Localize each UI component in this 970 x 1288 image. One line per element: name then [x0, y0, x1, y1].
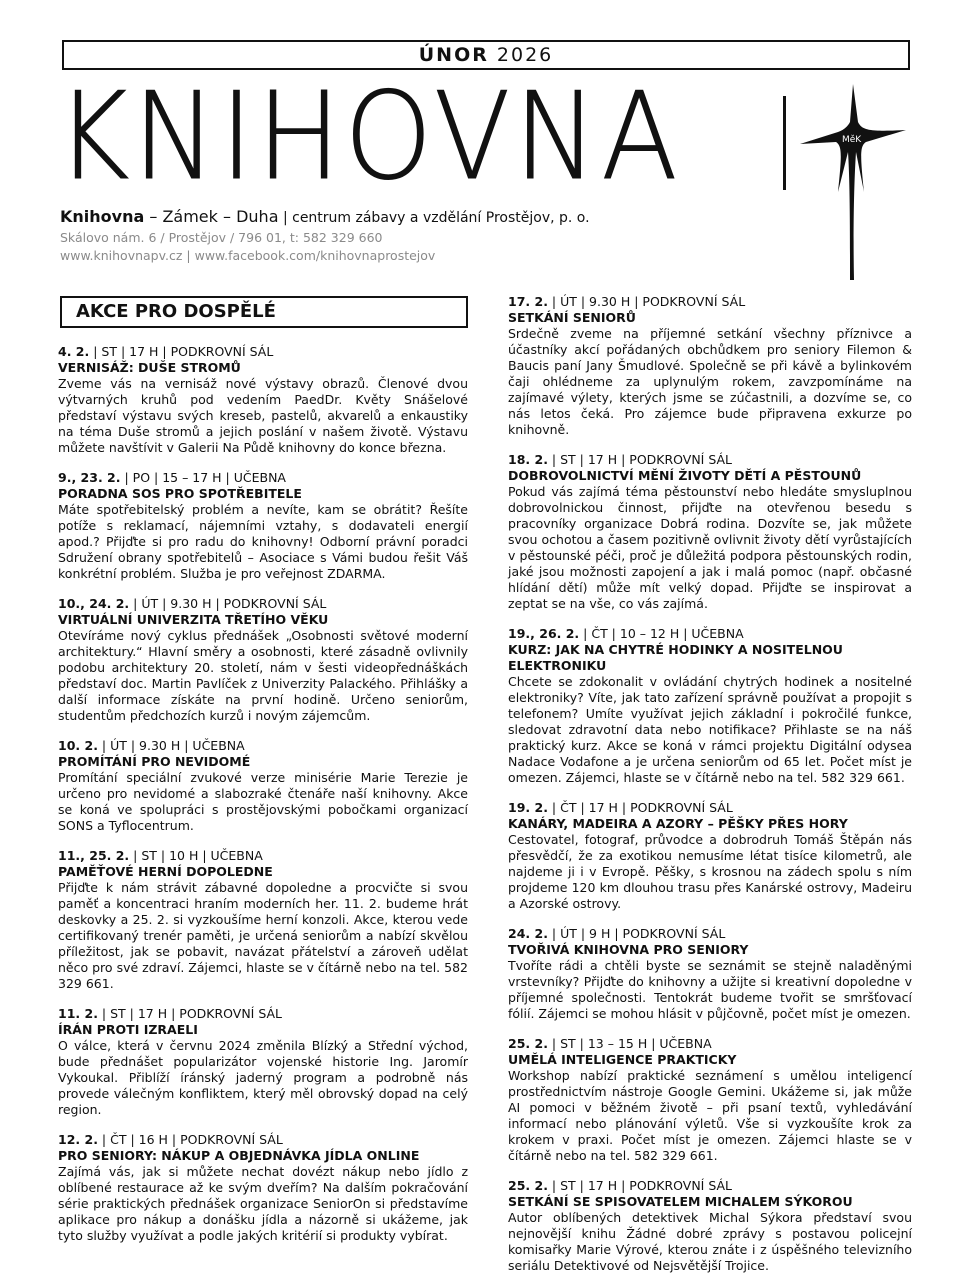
- event-meta: [58, 848, 468, 864]
- event-description: Otevíráme nový cyklus přednášek „Osobnosti světové moderní architektury.“ Hlavní směry a osobnosti, které zásadně ovlivnily podobu architektury 20. století, nám v šesti videopřednáškách představí doc. Martin Pavlíček z Univerzity Palackého. Přihlášky a další informace získáte na první hodině. Určeno seniorům, studentům předchozích kurzů i novým zájemcům.: [58, 628, 468, 723]
- event-description: Autor oblíbených detektivek Michal Sýkora představí svou nejnovější knihu Žádné dobré zprávy s postavou policejní komisařky Marie Výrové, kterou znáte i z úspěšného televizního seriálu Detektivové od Nejsvětější Trojice.: [508, 1210, 912, 1273]
- org-description: | centrum zábavy a vzdělání Prostějov, p. o.: [278, 210, 590, 226]
- event-meta: [58, 1006, 468, 1022]
- event-description: Zveme vás na vernisáž nové výstavy obrazů. Členové dvou výtvarných kruhů pod vedením PaedDr. Květy Snášelové představí výstavu svých kreseb, pastelů, akvarelů a enkaustiky na téma Duše stromů a jejich poslání v našem životě. Výstavu můžete navštívit v Galerii Na Půdě knihovny do konce března.: [58, 376, 468, 455]
- event-title: SETKÁNÍ SE SPISOVATELEM MICHALEM SÝKOROU: [508, 1194, 853, 1209]
- event-description: Tvoříte rádi a chtěli byste se seznámit se stejně naladěnými vrstevníky? Přijďte do knihovny a užijte si kreativní dopoledne v příjemné společnosti. Tentokrát budeme tvořit se smršťovací fólií. Zájemci se mohou hlásit v půjčovně, počet míst je omezen.: [508, 958, 912, 1021]
- event-title: KANÁRY, MADEIRA A AZORY – PĚŠKY PŘES HORY: [508, 816, 848, 831]
- event-item: [58, 596, 468, 724]
- event-date: 9., 23. 2.: [58, 470, 121, 485]
- event-meta: [508, 800, 912, 816]
- event-description: Cestovatel, fotograf, průvodce a dobrodruh Tomáš Štěpán nás přesvědčí, že za exotikou nemusíme létat tisíce kilometrů, ale najdeme ji i v Evropě. Pěšky, s krosnou na zádech spolu s ním projdeme 120 km dlouhou trasu přes Kanárské ostrovy, Madeiru a Azorské ostrovy.: [508, 832, 912, 911]
- event-description: Promítání speciální zvukové verze minisérie Marie Terezie je určeno pro nevidomé a slabozraké čtenáře naší knihovny. Akce se koná ve spolupráci s prostějovskými pobočkami organizací SONS a Tyflocentrum.: [58, 770, 468, 833]
- event-item: [58, 848, 468, 992]
- logo-badge: MěK: [842, 135, 862, 145]
- event-title: UMĚLÁ INTELIGENCE PRAKTICKY: [508, 1052, 737, 1067]
- event-title: KURZ: JAK NA CHYTRÉ HODINKY A NOSITELNOU ELEKTRONIKU: [508, 642, 843, 673]
- month-label: ÚNOR: [418, 44, 489, 66]
- event-date: 17. 2.: [508, 294, 548, 309]
- event-meta: [58, 344, 468, 360]
- month-banner: [62, 40, 910, 70]
- event-item: [508, 1178, 912, 1274]
- event-date: 19., 26. 2.: [508, 626, 580, 641]
- event-description: Chcete se zdokonalit v ovládání chytrých hodinek a nositelné elektroniky? Víte, jak tato zařízení správně používat a propojit s telefonem? Umíte využívat jejich základní i pokročilé funkce, sledovat zdravotní data nebo notifikace? Přihlaste se na náš praktický kurz. Akce se koná v rámci projektu Digitální odysea Nadace Vodafone a je určena seniorům od 65 let. Počet míst je omezen. Zájemci, hlaste se v čítárně nebo na tel. 582 329 661.: [508, 674, 912, 785]
- event-date: 18. 2.: [508, 452, 548, 467]
- event-info: | ST | 17 H | PODKROVNÍ SÁL: [547, 452, 733, 467]
- event-info: | ČT | 16 H | PODKROVNÍ SÁL: [97, 1132, 283, 1147]
- event-date: 10. 2.: [58, 738, 98, 753]
- event-item: [58, 738, 468, 834]
- event-date: 11. 2.: [58, 1006, 98, 1021]
- event-title: ÍRÁN PROTI IZRAELI: [58, 1022, 198, 1037]
- event-meta: [508, 1178, 912, 1194]
- event-description: Pokud vás zajímá téma pěstounství nebo hledáte smysluplnou dobrovolnickou činnost, přijďte na otevřenou besedu s pracovníky organizace Dobrá rodina. Dozvíte se, jak můžete svou ochotou a časem pozitivně ovlivnit životy dětí vyrůstajících v pěstounské péči, proč je důležitá podpora pěstounských rodin, jaké jsou možnosti zapojení a jak i malá pomoc (např. občasné hlídání dětí) může mít velký dopad. Přijďte se inspirovat a zeptat se na vše, co vás zajímá.: [508, 484, 912, 611]
- event-meta: [508, 452, 912, 468]
- organization-line: [60, 207, 590, 226]
- event-meta: [58, 470, 468, 486]
- event-meta: [58, 1132, 468, 1148]
- event-info: | ST | 17 H | PODKROVNÍ SÁL: [89, 344, 274, 359]
- event-info: | ST | 13 – 15 H | UČEBNA: [547, 1036, 712, 1051]
- event-item: [508, 626, 912, 786]
- event-date: 10., 24. 2.: [58, 596, 130, 611]
- event-info: | ST | 10 H | UČEBNA: [129, 848, 263, 863]
- event-title: SETKÁNÍ SENIORŮ: [508, 310, 636, 325]
- event-item: [58, 344, 468, 456]
- event-item: [58, 470, 468, 582]
- event-title: PORADNA SOS PRO SPOTŘEBITELE: [58, 486, 302, 501]
- event-meta: [508, 626, 912, 642]
- event-title: VIRTUÁLNÍ UNIVERZITA TŘETÍHO VĚKU: [58, 612, 329, 627]
- event-title: DOBROVOLNICTVÍ MĚNÍ ŽIVOTY DĚTÍ A PĚSTOUNŮ: [508, 468, 862, 483]
- event-date: 12. 2.: [58, 1132, 98, 1147]
- event-meta: [58, 738, 468, 754]
- logo-divider: [783, 96, 786, 190]
- event-description: Workshop nabízí praktické seznámení s umělou inteligencí prostřednictvím nástroje Google Gemini. Ukážeme si, jak může AI pomoci v běžném životě – při psaní textů, vyhledávání informací nebo plánování výletů. Vše si vyzkoušíte krok za krokem v praxi. Počet míst je omezen. Zájemci hlaste se v čítárně nebo na tel. 582 329 661.: [508, 1068, 912, 1163]
- web-links[interactable]: www.knihovnapv.cz | www.facebook.com/knihovnaprostejov: [60, 248, 436, 263]
- event-date: 25. 2.: [508, 1036, 548, 1051]
- event-description: Zajímá vás, jak si můžete nechat dovézt nákup nebo jídlo z oblíbené restaurace až ke svým dveřím? Na dalším pokračování série praktických přednášek organizace SeniorOn si představíme aplikace pro nákup a donášku jídla a názorně si ukážeme, jak tyto služby využívat a podle jakých kritérií si produkty vybírat.: [58, 1164, 468, 1243]
- event-info: | ÚT | 9.30 H | PODKROVNÍ SÁL: [547, 294, 746, 309]
- right-column: [508, 294, 912, 1288]
- event-description: Srdečně zveme na příjemné setkání všechny příznivce a účastníky akcí pořádaných obchůdkem pro seniory Filemon & Baucis paní Jany Šmudlové. Společně se při kávě a bylinkovém čaji ohlédneme za uplynulým rokem, zavzpomínáme na zajímavé výlety, kterých jsme se zúčastnili, a dozvíme se, co nás letos čeká. Pro zájemce bude připravena exkurze po knihovně.: [508, 326, 912, 437]
- event-item: [58, 1132, 468, 1244]
- event-title: PRO SENIORY: NÁKUP A OBJEDNÁVKA JÍDLA ONLINE: [58, 1148, 420, 1163]
- event-date: 24. 2.: [508, 926, 548, 941]
- org-name: Knihovna: [60, 207, 145, 226]
- event-info: | ST | 17 H | PODKROVNÍ SÁL: [547, 1178, 733, 1193]
- event-item: [508, 1036, 912, 1164]
- event-date: 19. 2.: [508, 800, 548, 815]
- library-logo: KNIHOVNA: [56, 68, 682, 207]
- event-title: PROMÍTÁNÍ PRO NEVIDOMÉ: [58, 754, 251, 769]
- event-info: | ČT | 10 – 12 H | UČEBNA: [579, 626, 744, 641]
- event-item: [508, 800, 912, 912]
- left-column: [58, 344, 468, 1258]
- event-item: [508, 294, 912, 438]
- event-date: 11., 25. 2.: [58, 848, 130, 863]
- star-logo-icon: [798, 82, 908, 282]
- event-info: | ST | 17 H | PODKROVNÍ SÁL: [97, 1006, 283, 1021]
- section-title: AKCE PRO DOSPĚLÉ: [60, 296, 468, 328]
- event-info: | ÚT | 9.30 H | UČEBNA: [97, 738, 245, 753]
- event-item: [508, 926, 912, 1022]
- event-title: VERNISÁŽ: DUŠE STROMŮ: [58, 360, 241, 375]
- event-meta: [508, 294, 912, 310]
- event-date: 25. 2.: [508, 1178, 548, 1193]
- event-meta: [508, 1036, 912, 1052]
- event-item: [508, 452, 912, 612]
- event-description: O válce, která v červnu 2024 změnila Blízký a Střední východ, bude přednášet popularizátor vojenské historie Ing. Jaromír Vykoukal. Přiblíží íránský jaderný program a podrobně nás provede válečným konfliktem, který měl obrovský dopad na celý region.: [58, 1038, 468, 1117]
- address-line: Skálovo nám. 6 / Prostějov / 796 01, t: 582 329 660: [60, 230, 383, 245]
- year-label: 2026: [496, 44, 554, 66]
- event-info: | PO | 15 – 17 H | UČEBNA: [120, 470, 286, 485]
- org-tail: – Zámek – Duha: [144, 207, 279, 226]
- event-date: 4. 2.: [58, 344, 90, 359]
- event-description: Přijďte k nám strávit zábavné dopoledne a procvičte si svou paměť a koncentraci hraním moderních her. 11. 2. budeme hrát deskovky a 25. 2. si vyzkoušíme herní konzoli. Akce, kterou vede certifikovaný trenér paměti, je určená seniorům a nabízí skvělou příležitost, jak se pobavit, navázat přátelství a zároveň udělat něco pro své zdraví. Zájemci, hlaste se v čítárně nebo na tel. 582 329 661.: [58, 880, 468, 991]
- event-item: [58, 1006, 468, 1118]
- event-title: TVOŘIVÁ KNIHOVNA PRO SENIORY: [508, 942, 749, 957]
- event-info: | ÚT | 9.30 H | PODKROVNÍ SÁL: [129, 596, 327, 611]
- event-info: | ÚT | 9 H | PODKROVNÍ SÁL: [547, 926, 726, 941]
- event-meta: [508, 926, 912, 942]
- event-title: PAMĚŤOVÉ HERNÍ DOPOLEDNE: [58, 864, 273, 879]
- event-meta: [58, 596, 468, 612]
- event-info: | ČT | 17 H | PODKROVNÍ SÁL: [547, 800, 733, 815]
- event-description: Máte spotřebitelský problém a nevíte, kam se obrátit? Řešíte potíže s reklamací, nájemními vztahy, s dodavateli energií apod.? Přijďte si pro radu do knihovny! Odborní právní poradci Sdružení obrany spotřebitelů – Asociace s Vámi budou řešit Váš konkrétní problém. Služba je pro veřejnost ZDARMA.: [58, 502, 468, 581]
